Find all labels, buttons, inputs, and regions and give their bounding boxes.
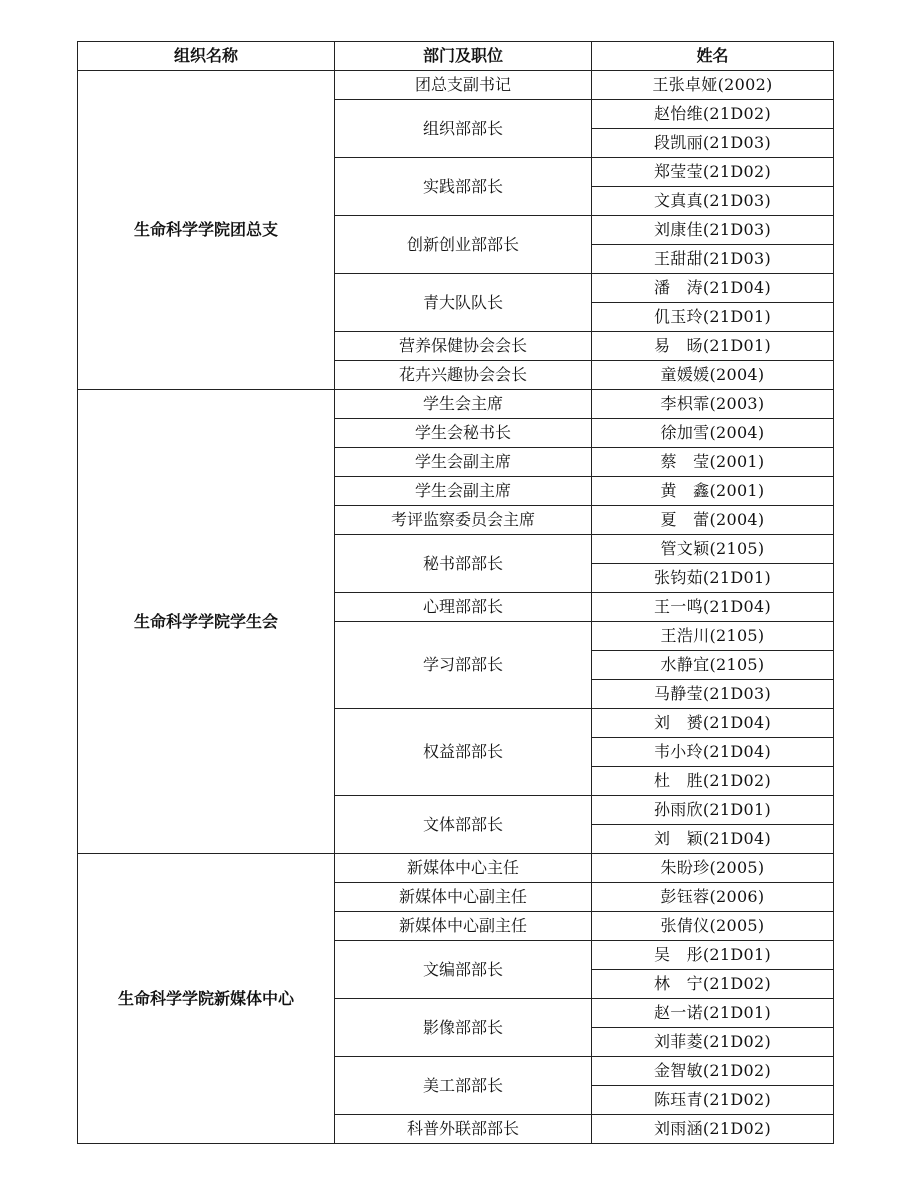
table-row bbox=[78, 390, 834, 419]
person-name: 韦小玲(21D04) bbox=[592, 738, 834, 767]
header-row bbox=[78, 42, 834, 71]
person-name: 刘 颖(21D04) bbox=[592, 825, 834, 854]
position-title: 科普外联部部长 bbox=[335, 1115, 592, 1144]
position-title: 文体部部长 bbox=[335, 796, 592, 854]
person-name: 马静莹(21D03) bbox=[592, 680, 834, 709]
person-name: 蔡 莹(2001) bbox=[592, 448, 834, 477]
position-title: 青大队队长 bbox=[335, 274, 592, 332]
person-name: 赵怡维(21D02) bbox=[592, 100, 834, 129]
position-title: 营养保健协会会长 bbox=[335, 332, 592, 361]
position-title: 创新创业部部长 bbox=[335, 216, 592, 274]
header-position: 部门及职位 bbox=[335, 42, 592, 71]
person-name: 刘菲菱(21D02) bbox=[592, 1028, 834, 1057]
person-name: 杜 胜(21D02) bbox=[592, 767, 834, 796]
person-name: 王张卓娅(2002) bbox=[592, 71, 834, 100]
person-name: 水静宜(2105) bbox=[592, 651, 834, 680]
person-name: 赵一诺(21D01) bbox=[592, 999, 834, 1028]
person-name: 王浩川(2105) bbox=[592, 622, 834, 651]
person-name: 夏 蕾(2004) bbox=[592, 506, 834, 535]
position-title: 学生会秘书长 bbox=[335, 419, 592, 448]
position-title: 组织部部长 bbox=[335, 100, 592, 158]
person-name: 郑莹莹(21D02) bbox=[592, 158, 834, 187]
person-name: 文真真(21D03) bbox=[592, 187, 834, 216]
position-title: 学习部部长 bbox=[335, 622, 592, 709]
position-title: 新媒体中心副主任 bbox=[335, 883, 592, 912]
position-title: 权益部部长 bbox=[335, 709, 592, 796]
roster-table bbox=[77, 41, 834, 1144]
position-title: 学生会主席 bbox=[335, 390, 592, 419]
table-row bbox=[78, 71, 834, 100]
organization-name: 生命科学学院学生会 bbox=[78, 390, 335, 854]
person-name: 刘雨涵(21D02) bbox=[592, 1115, 834, 1144]
person-name: 林 宁(21D02) bbox=[592, 970, 834, 999]
position-title: 秘书部部长 bbox=[335, 535, 592, 593]
roster-body bbox=[78, 71, 834, 1144]
position-title: 团总支副书记 bbox=[335, 71, 592, 100]
position-title: 影像部部长 bbox=[335, 999, 592, 1057]
person-name: 陈珏青(21D02) bbox=[592, 1086, 834, 1115]
person-name: 彭钰蓉(2006) bbox=[592, 883, 834, 912]
person-name: 易 旸(21D01) bbox=[592, 332, 834, 361]
person-name: 段凯丽(21D03) bbox=[592, 129, 834, 158]
position-title: 花卉兴趣协会会长 bbox=[335, 361, 592, 390]
person-name: 金智敏(21D02) bbox=[592, 1057, 834, 1086]
person-name: 张倩仪(2005) bbox=[592, 912, 834, 941]
person-name: 王一鸣(21D04) bbox=[592, 593, 834, 622]
person-name: 刘 赟(21D04) bbox=[592, 709, 834, 738]
header-organization: 组织名称 bbox=[78, 42, 335, 71]
table-row bbox=[78, 854, 834, 883]
person-name: 仉玉玲(21D01) bbox=[592, 303, 834, 332]
position-title: 新媒体中心副主任 bbox=[335, 912, 592, 941]
header-name: 姓名 bbox=[592, 42, 834, 71]
position-title: 考评监察委员会主席 bbox=[335, 506, 592, 535]
person-name: 刘康佳(21D03) bbox=[592, 216, 834, 245]
position-title: 学生会副主席 bbox=[335, 477, 592, 506]
person-name: 潘 涛(21D04) bbox=[592, 274, 834, 303]
person-name: 孙雨欣(21D01) bbox=[592, 796, 834, 825]
person-name: 朱盼珍(2005) bbox=[592, 854, 834, 883]
position-title: 新媒体中心主任 bbox=[335, 854, 592, 883]
position-title: 实践部部长 bbox=[335, 158, 592, 216]
person-name: 张钧茹(21D01) bbox=[592, 564, 834, 593]
person-name: 王甜甜(21D03) bbox=[592, 245, 834, 274]
position-title: 心理部部长 bbox=[335, 593, 592, 622]
position-title: 美工部部长 bbox=[335, 1057, 592, 1115]
position-title: 文编部部长 bbox=[335, 941, 592, 999]
person-name: 吴 彤(21D01) bbox=[592, 941, 834, 970]
person-name: 黄 鑫(2001) bbox=[592, 477, 834, 506]
person-name: 徐加雪(2004) bbox=[592, 419, 834, 448]
position-title: 学生会副主席 bbox=[335, 448, 592, 477]
person-name: 李枳霏(2003) bbox=[592, 390, 834, 419]
organization-name: 生命科学学院团总支 bbox=[78, 71, 335, 390]
person-name: 管文颖(2105) bbox=[592, 535, 834, 564]
organization-name: 生命科学学院新媒体中心 bbox=[78, 854, 335, 1144]
person-name: 童媛媛(2004) bbox=[592, 361, 834, 390]
